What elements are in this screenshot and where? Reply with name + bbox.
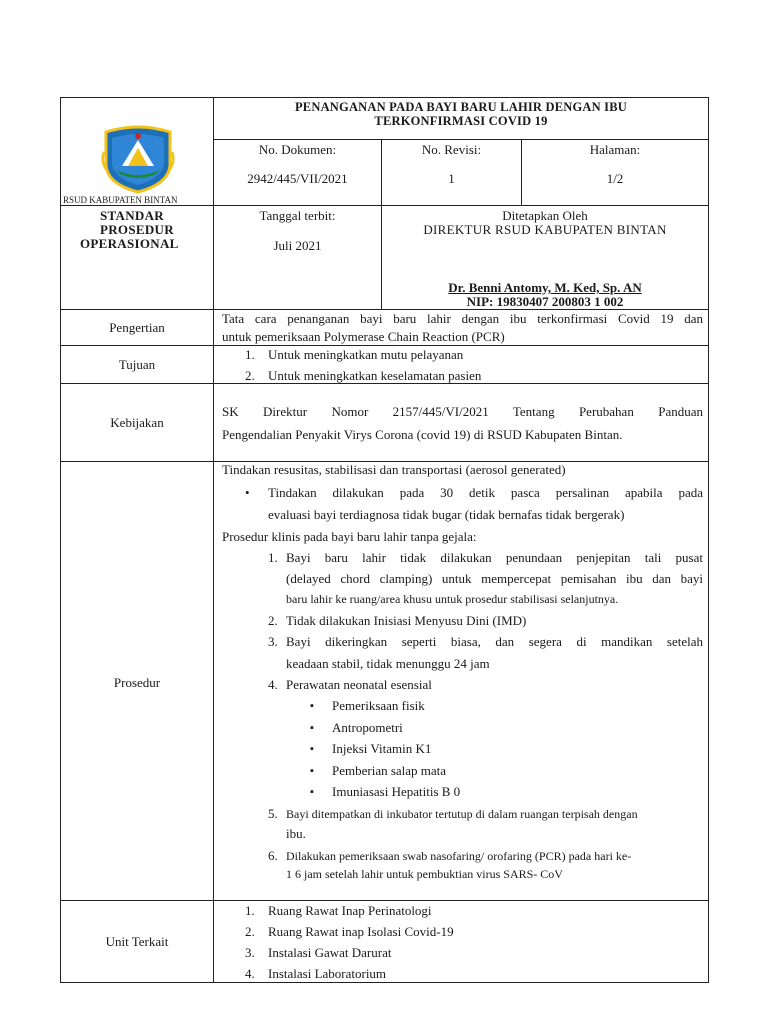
- section-label-tujuan: Tujuan: [118, 357, 156, 372]
- pengertian-text-line1: Tata cara penanganan bayi baru lahir dengan ibu terkonfirmasi Covid 19 dan: [222, 311, 703, 326]
- unit-item: Ruang Rawat inap Isolasi Covid-19: [268, 924, 454, 939]
- sop-title-line1: STANDAR: [100, 208, 164, 223]
- document-title-line1: PENANGANAN PADA BAYI BARU LAHIR DENGAN IBU: [294, 100, 628, 114]
- sub-item: Antropometri: [332, 720, 403, 735]
- clinical-intro: Prosedur klinis pada bayi baru lahir tanpa gejala:: [222, 529, 477, 544]
- step5-line1: Bayi ditempatkan di inkubator tertutup di dalam ruangan terpisah dengan: [286, 807, 638, 821]
- unit-item: Instalasi Gawat Darurat: [268, 945, 392, 960]
- tujuan-item-number: 1.: [245, 347, 255, 362]
- step-number: 3.: [268, 634, 278, 649]
- label-column-divider: [213, 97, 214, 983]
- step-number: 1.: [268, 550, 278, 565]
- unit-item-number: 1.: [245, 903, 255, 918]
- step1-line3: baru lahir ke ruang/area khusu untuk prosedur stabilisasi selanjutnya.: [286, 592, 619, 606]
- tujuan-item-number: 2.: [245, 368, 255, 383]
- document-title-line2: TERKONFIRMASI COVID 19: [374, 114, 548, 128]
- table-border-top: [60, 97, 709, 98]
- unit-item-number: 2.: [245, 924, 255, 939]
- kebijakan-text-line1: SK Direktur Nomor 2157/445/VI/2021 Tentang Perubahan Panduan: [222, 404, 703, 419]
- doc-number-label: No. Dokumen:: [258, 142, 337, 157]
- square-bullet-icon: ▪: [310, 700, 314, 712]
- signer-name: Dr. Benni Antomy, M. Ked, Sp. AN: [448, 280, 642, 295]
- revision-value: 1: [448, 171, 455, 186]
- step2-text: Tidak dilakukan Inisiasi Menyusu Dini (IMD): [286, 613, 527, 628]
- step1-line1: Bayi baru lahir tidak dilakukan penundaan penjepitan tali pusat: [286, 550, 703, 565]
- section-divider-tujuan: [60, 345, 709, 346]
- bullet-text-line2: evaluasi bayi terdiagnosa tidak bugar (tidak bernafas tidak bergerak): [268, 507, 625, 522]
- table-border-right: [708, 97, 709, 983]
- section-label-prosedur: Prosedur: [113, 675, 161, 690]
- section-label-unit-terkait: Unit Terkait: [105, 934, 169, 949]
- section-label-pengertian: Pengertian: [109, 320, 165, 335]
- page-label: Halaman:: [589, 142, 641, 157]
- kebijakan-text-line2: Pengendalian Penyakit Virys Corona (covid 19) di RSUD Kabupaten Bintan.: [222, 427, 623, 442]
- title-divider: [213, 139, 709, 140]
- signer-nip: NIP: 19830407 200803 1 002: [466, 294, 624, 309]
- rsud-bintan-emblem-icon: [98, 122, 178, 194]
- section-divider-unit: [60, 900, 709, 901]
- unit-item-number: 4.: [245, 966, 255, 981]
- issue-date-label: Tanggal terbit:: [259, 208, 336, 223]
- tujuan-item: Untuk meningkatkan mutu pelayanan: [268, 347, 464, 362]
- step-number: 4.: [268, 677, 278, 692]
- unit-item: Instalasi Laboratorium: [268, 966, 387, 981]
- square-bullet-icon: ▪: [310, 765, 314, 777]
- table-border-left: [60, 97, 61, 983]
- step5-line2: ibu.: [286, 826, 306, 841]
- hospital-caption: RSUD KABUPATEN BINTAN: [63, 195, 178, 205]
- step1-line2: (delayed chord clamping) untuk mempercepat pemisahan ibu dan bayi: [286, 571, 703, 586]
- section-label-kebijakan: Kebijakan: [110, 415, 164, 430]
- sub-item: Imuniasasi Hepatitis B 0: [332, 784, 461, 799]
- step6-line1: Dilakukan pemeriksaan swab nasofaring/ orofaring (PCR) pada hari ke-: [286, 849, 632, 863]
- step6-line2: 1 6 jam setelah lahir untuk pembuktian virus SARS- CoV: [286, 867, 563, 881]
- step-number: 6.: [268, 848, 278, 863]
- step4-text: Perawatan neonatal esensial: [286, 677, 432, 692]
- step3-line1: Bayi dikeringkan seperti biasa, dan segera di mandikan setelah: [286, 634, 703, 649]
- table-border-bottom: [60, 982, 709, 983]
- sub-item: Pemberian salap mata: [332, 763, 447, 778]
- sop-title-line2: PROSEDUR: [100, 222, 174, 237]
- square-bullet-icon: ▪: [310, 722, 314, 734]
- sub-item: Injeksi Vitamin K1: [332, 741, 432, 756]
- issue-date-value: Juli 2021: [273, 238, 322, 253]
- set-by-label: Ditetapkan Oleh: [502, 208, 588, 223]
- revision-label: No. Revisi:: [421, 142, 482, 157]
- page-value: 1/2: [606, 171, 624, 186]
- step3-line2: keadaan stabil, tidak menunggu 24 jam: [286, 656, 490, 671]
- step-number: 2.: [268, 613, 278, 628]
- sub-item: Pemeriksaan fisik: [332, 698, 425, 713]
- square-bullet-icon: ▪: [310, 743, 314, 755]
- tujuan-item: Untuk meningkatkan keselamatan pasien: [268, 368, 482, 383]
- unit-item-number: 3.: [245, 945, 255, 960]
- doc-number-value: 2942/445/VII/2021: [247, 171, 348, 186]
- bullet-text-line1: Tindakan dilakukan pada 30 detik pasca persalinan apabila pada: [268, 485, 703, 500]
- prosedur-intro: Tindakan resusitas, stabilisasi dan transportasi (aerosol generated): [222, 462, 566, 477]
- sop-title-line3: OPERASIONAL: [80, 236, 179, 251]
- director-title: DIREKTUR RSUD KABUPATEN BINTAN: [423, 222, 667, 237]
- square-bullet-icon: ▪: [310, 786, 314, 798]
- step-number: 5.: [268, 806, 278, 821]
- bullet-icon: •: [245, 485, 250, 500]
- unit-item: Ruang Rawat Inap Perinatologi: [268, 903, 432, 918]
- pengertian-text-line2: untuk pemeriksaan Polymerase Chain Reaction (PCR): [222, 329, 505, 344]
